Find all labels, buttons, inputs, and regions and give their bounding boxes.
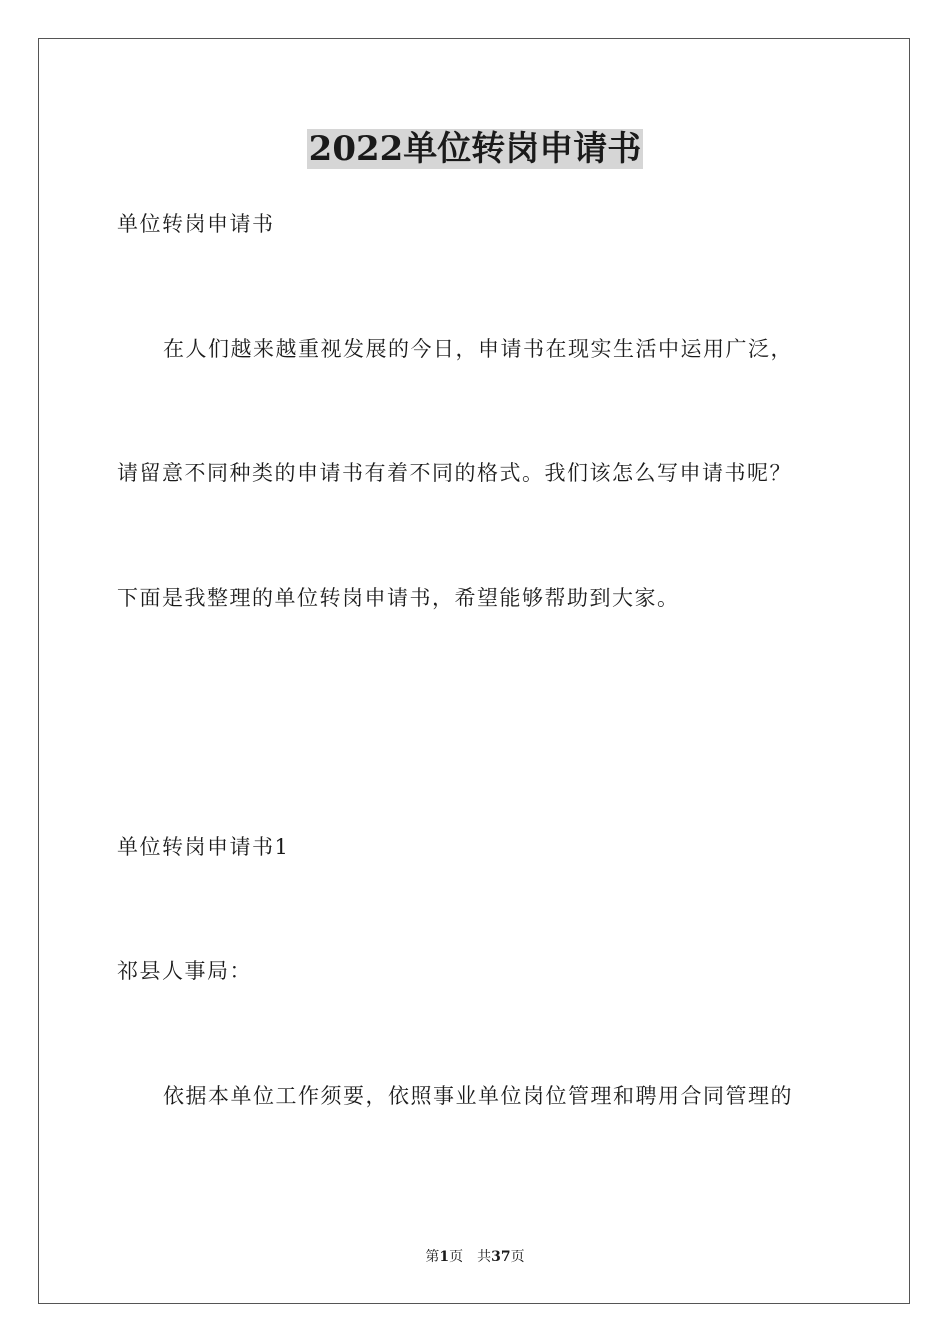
salutation: 祁县人事局：: [117, 959, 252, 983]
intro-paragraph-line-3: 下面是我整理的单位转岗申请书，希望能够帮助到大家。: [117, 586, 680, 610]
total-pages: 37: [491, 1249, 511, 1265]
page-prefix: 第: [425, 1249, 440, 1265]
page-number: 1: [439, 1249, 450, 1265]
document-title: [0, 128, 950, 170]
intro-paragraph-line-1: 在人们越来越重视发展的今日，申请书在现实生活中运用广泛，: [163, 337, 793, 361]
section-heading: 单位转岗申请书: [117, 212, 275, 236]
intro-paragraph-line-2: 请留意不同种类的申请书有着不同的格式。我们该怎么写申请书呢？: [117, 461, 792, 485]
subsection-heading: 单位转岗申请书1: [117, 835, 290, 859]
total-suffix: 页: [510, 1249, 525, 1265]
total-prefix: 共: [477, 1249, 492, 1265]
body-paragraph-line-1: 依据本单位工作须要，依照事业单位岗位管理和聘用合同管理的: [163, 1084, 793, 1108]
page-footer: [0, 1248, 950, 1266]
page-suffix: 页: [449, 1249, 464, 1265]
document-title-text: 2022单位转岗申请书: [308, 129, 642, 169]
